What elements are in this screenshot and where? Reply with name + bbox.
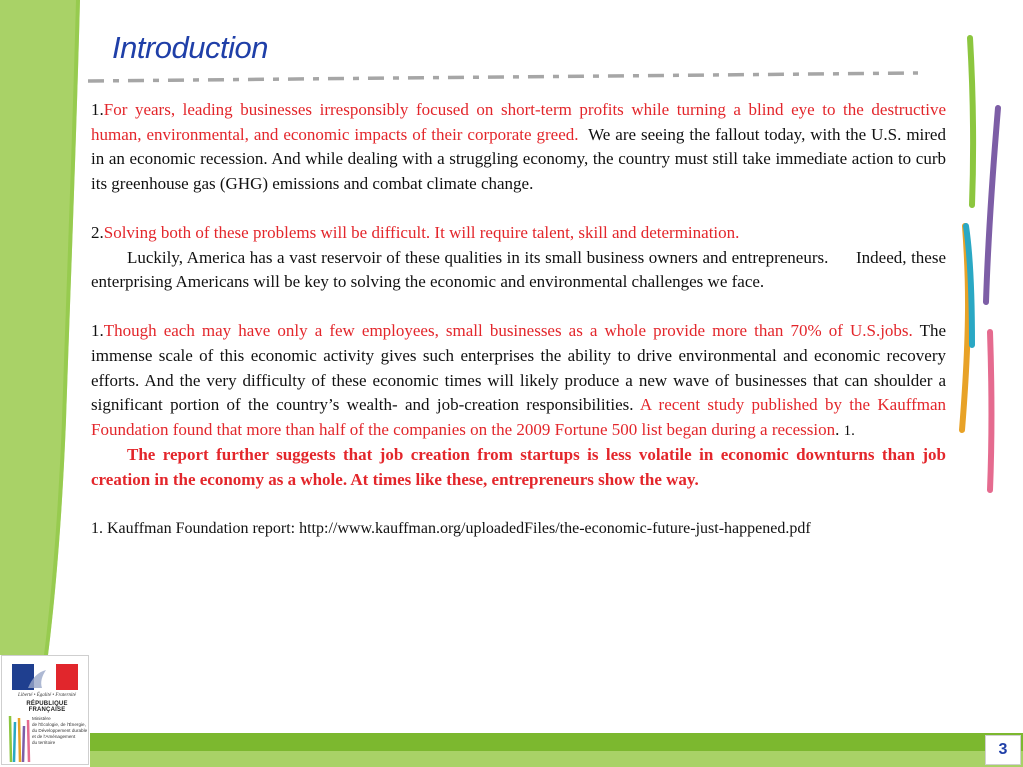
page-title: Introduction <box>112 30 268 65</box>
paragraph-1-highlight: For years, leading businesses irresponsibly focused on short-term profits while turning a blind eye to the destructive human, environmental, and economic impacts of their corporate greed. <box>91 100 946 144</box>
paragraph-3-footnote-ref: 1. <box>843 422 855 439</box>
logo-ministry-line: de l'Écologie, de l'Énergie, <box>32 722 86 727</box>
marianne-flag-icon <box>12 664 78 690</box>
paragraph-2-number: 2. <box>91 222 104 242</box>
ministry-logo <box>1 655 89 765</box>
slide-body <box>91 98 946 542</box>
paragraph-3-text: The immense scale of this economic activity gives such enterprises the ability to drive environmental and economic recovery efforts. And the very difficulty of these economic times will likely produce a new wave of businesses that can shoulder a significant portion of the country’s wealth- and job-creation responsibilities. <box>91 321 946 415</box>
paragraph-1-text: We are seeing the fallout today, with the U.S. mired in an economic recession. And while dealing with a struggling economy, the country must still take immediate action to curb its greenhouse gas (GHG) emissions and combat climate change. <box>91 124 946 193</box>
logo-ministry-line: du territoire <box>32 740 56 745</box>
paragraph-2-highlight: Solving both of these problems will be difficult. It will require talent, skill and determination. <box>103 222 740 242</box>
paragraph-2 <box>91 221 946 295</box>
logo-ministry-line: et de l'Aménagement <box>32 734 76 739</box>
paragraph-4 <box>91 443 946 492</box>
paragraph-1-number: 1. <box>91 100 104 119</box>
logo-ministry-line: Ministère <box>32 716 51 721</box>
paragraph-1 <box>91 98 946 196</box>
paragraph-3 <box>91 319 946 443</box>
bottom-green-band <box>90 733 1023 767</box>
logo-ministry-line: du Développement durable <box>32 728 88 733</box>
footnote-source: 1. Kauffman Foundation report: http://www.kauffman.org/uploadedFiles/the-economic-future-just-happened.pdf <box>91 520 811 538</box>
paragraph-2-text-a: Luckily, America has a vast reservoir of these qualities in its small business owners and entrepreneurs. <box>127 247 829 267</box>
logo-motto: Liberté • Égalité • Fraternité <box>18 693 76 698</box>
paragraph-2-text-b: Indeed, these enterprising Americans will be key to solving the economic and environmental challenges we face. <box>91 247 947 292</box>
logo-ministry-text <box>32 716 90 746</box>
paragraph-3-end: . <box>835 419 840 439</box>
paragraph-3-highlight-2: A recent study published by the Kauffman Foundation found that more than half of the companies on the 2009 Fortune 500 list began during a recession <box>91 395 947 439</box>
title-dashed-rule <box>88 70 918 84</box>
paragraph-3-highlight: Though each may have only a few employees, small businesses as a whole provide more than 70% of U.S.jobs. <box>103 321 913 341</box>
page-number: 3 <box>985 735 1021 765</box>
paragraph-4-highlight: The report further suggests that job creation from startups is less volatile in economic downturns than job creation in the economy as a whole. At times like these, entrepreneurs show the way. <box>91 445 946 489</box>
logo-republic: RÉPUBLIQUE FRANÇAISE <box>26 701 68 713</box>
paragraph-3-number: 1. <box>91 321 104 341</box>
